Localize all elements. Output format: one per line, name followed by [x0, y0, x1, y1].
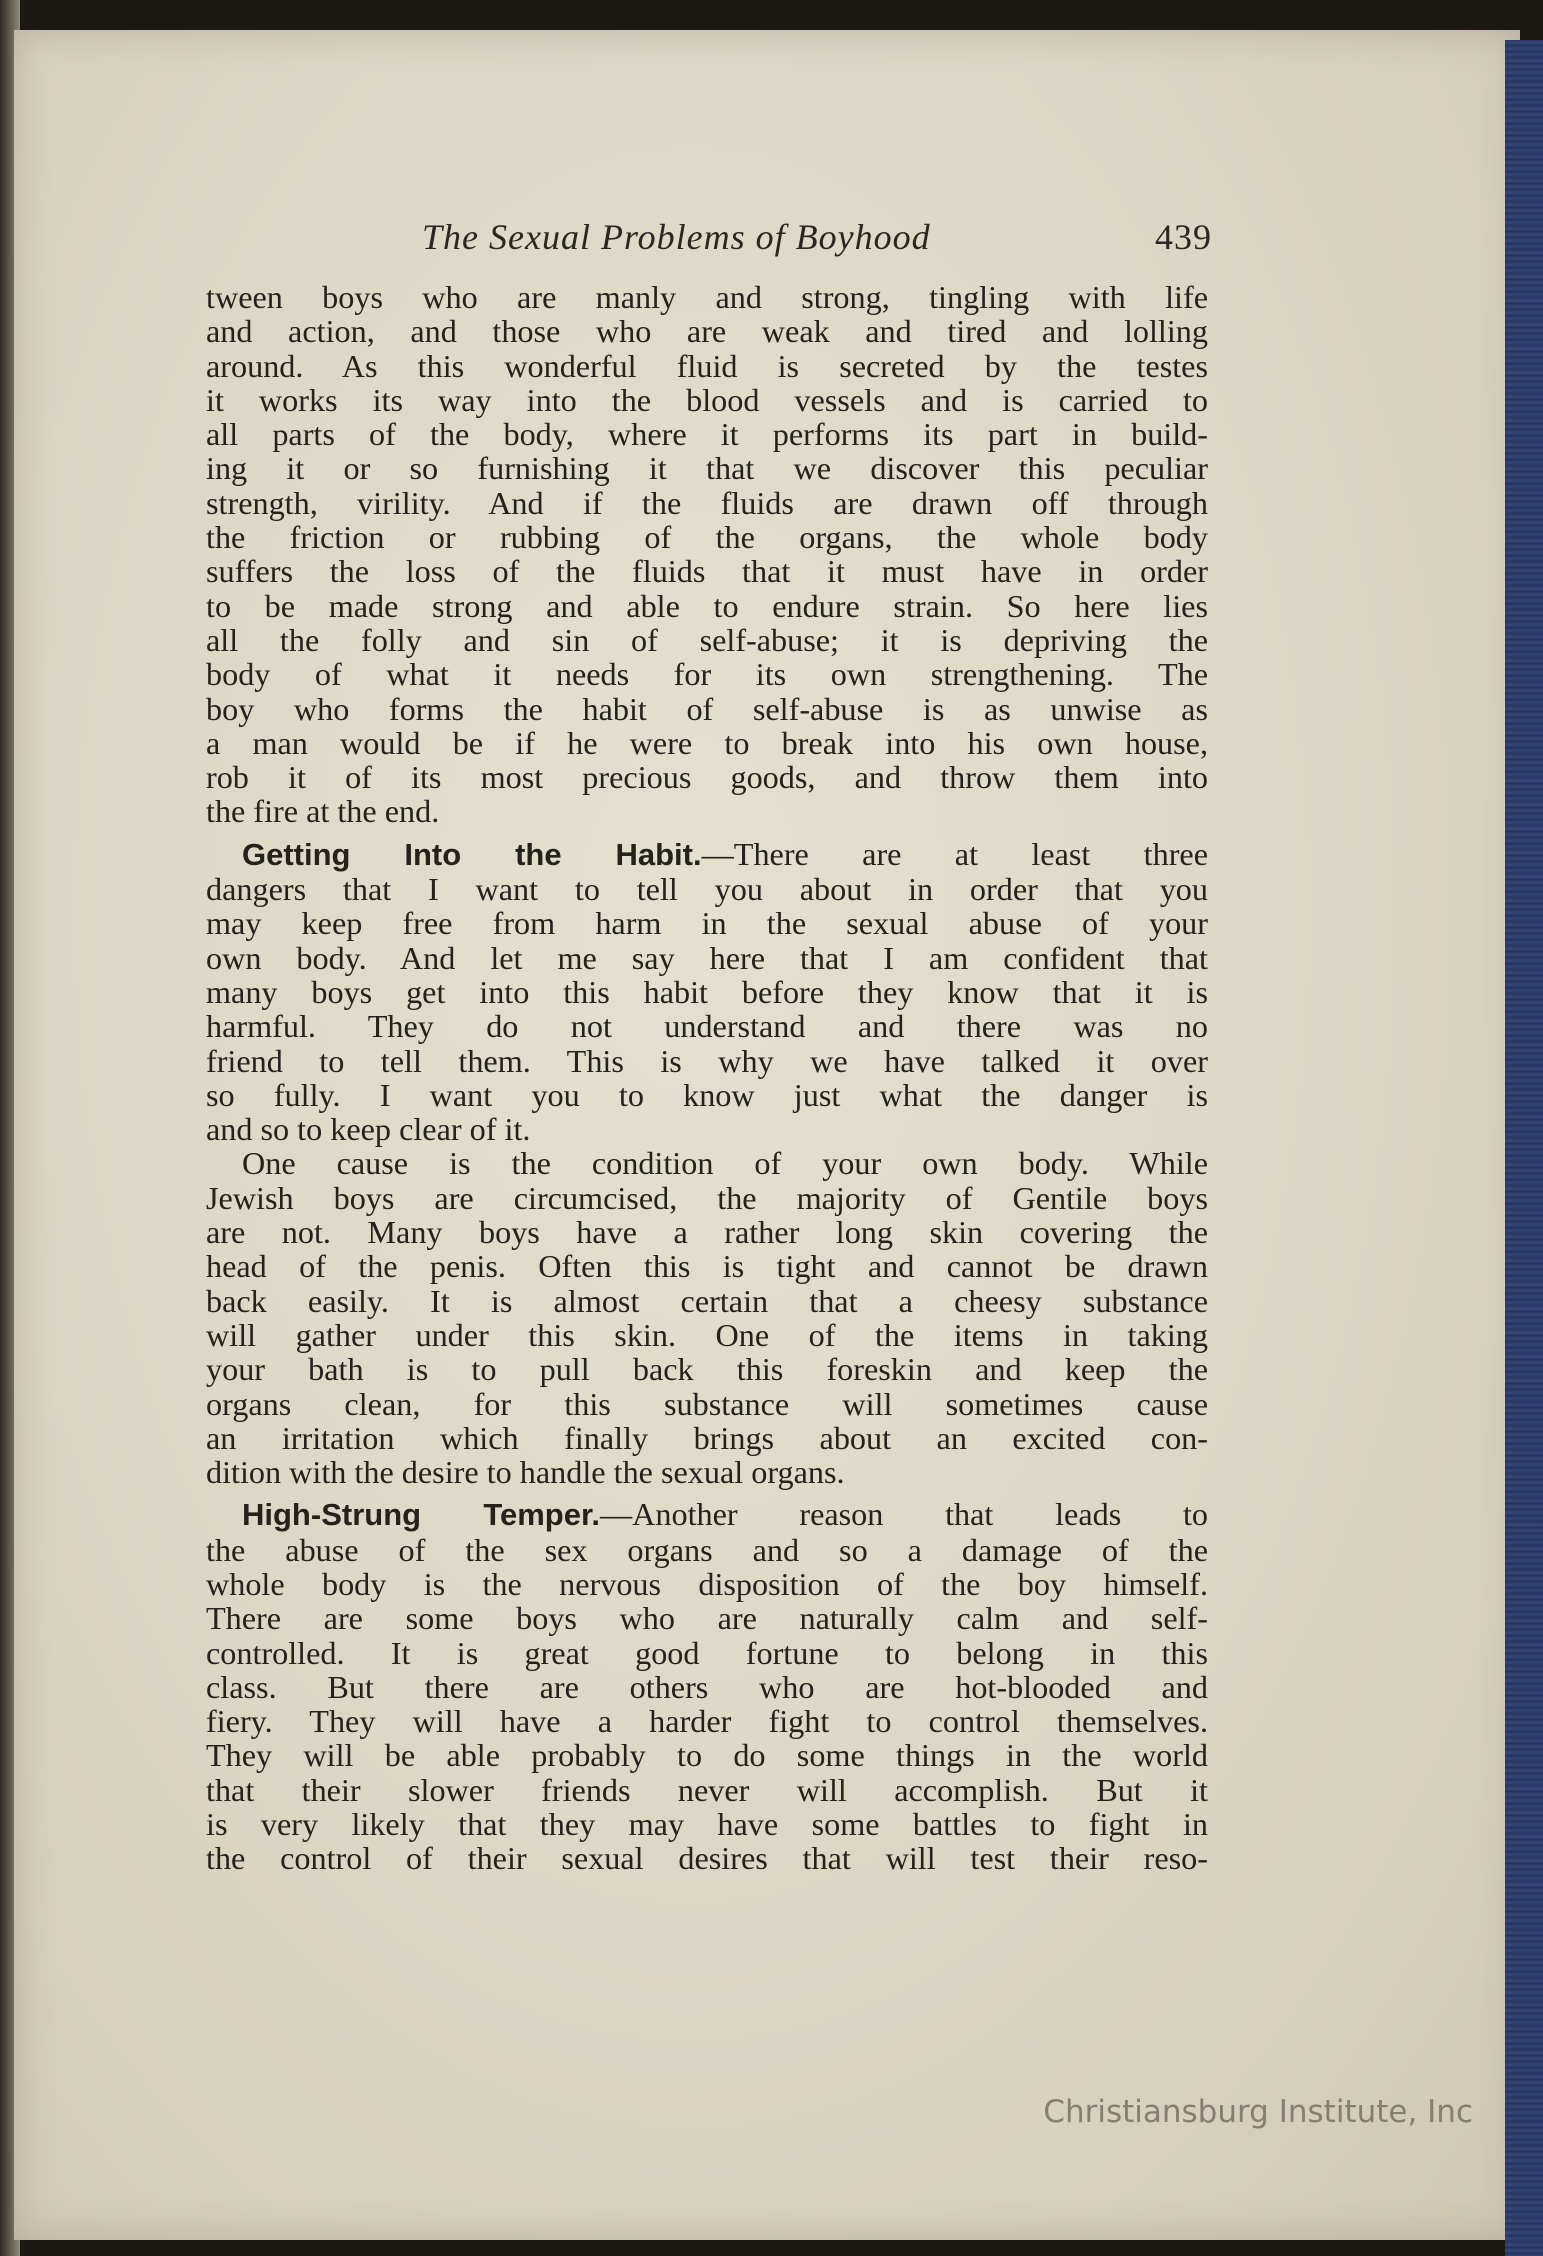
- text-line: dangers that I want to tell you about in order that you: [206, 871, 1208, 908]
- text-line: your bath is to pull back this foreskin and keep the: [206, 1351, 1208, 1388]
- running-head-title: The Sexual Problems of Boyhood: [422, 217, 931, 257]
- text-line: dition with the desire to handle the sexual organs.: [206, 1454, 845, 1491]
- text-line: that their slower friends never will accomplish. But it: [206, 1771, 1208, 1808]
- text-line: are not. Many boys have a rather long skin covering the: [206, 1214, 1208, 1251]
- text-line: own body. And let me say here that I am confident that: [206, 939, 1208, 976]
- text-line: suffers the loss of the fluids that it must have in order: [206, 553, 1208, 590]
- paragraph-2: [206, 837, 1208, 1147]
- text-line: back easily. It is almost certain that a cheesy substance: [206, 1282, 1208, 1319]
- text-line: and so to keep clear of it.: [206, 1111, 531, 1148]
- text-line: [206, 837, 1208, 872]
- section-heading-high-strung-temper: High-Strung Temper.: [242, 1497, 600, 1533]
- text-line: to be made strong and able to endure strain. So here lies: [206, 587, 1208, 624]
- text-line: many boys get into this habit before they know that it is: [206, 973, 1208, 1010]
- text-line: controlled. It is great good fortune to belong in this: [206, 1634, 1208, 1671]
- running-head: [422, 216, 1212, 264]
- text-line: friend to tell them. This is why we have talked it over: [206, 1042, 1208, 1079]
- text-line: the fire at the end.: [206, 793, 440, 830]
- text-line: boy who forms the habit of self-abuse is as unwise as: [206, 690, 1208, 727]
- paragraph-1: [206, 280, 1208, 829]
- text-line: all parts of the body, where it performs its part in build-: [206, 416, 1208, 453]
- text-line: and action, and those who are weak and tired and lolling: [206, 313, 1208, 350]
- text-line: class. But there are others who are hot-blooded and: [206, 1668, 1208, 1705]
- text-line: around. As this wonderful fluid is secreted by the testes: [206, 347, 1208, 384]
- text-line-run: —There are at least three: [701, 835, 1208, 872]
- text-line: Jewish boys are circumcised, the majority of Gentile boys: [206, 1179, 1208, 1216]
- text-line: all the folly and sin of self-abuse; it is depriving the: [206, 621, 1208, 658]
- text-line: tween boys who are manly and strong, tingling with life: [206, 279, 1208, 315]
- text-line: harmful. They do not understand and there was no: [206, 1008, 1208, 1045]
- text-line: ing it or so furnishing it that we discover this peculiar: [206, 450, 1208, 487]
- text-line: the friction or rubbing of the organs, the whole body: [206, 519, 1208, 556]
- page-number: 439: [1155, 217, 1212, 257]
- paragraph-4: [206, 1497, 1208, 1875]
- watermark: Christiansburg Institute, Inc: [1043, 2094, 1473, 2130]
- section-heading-getting-into-the-habit: Getting Into the Habit.: [242, 836, 702, 872]
- text-line: They will be able probably to do some things in the world: [206, 1737, 1208, 1774]
- text-line: fiery. They will have a harder fight to control themselves.: [206, 1703, 1208, 1740]
- text-line: One cause is the condition of your own body. While: [242, 1145, 1208, 1182]
- text-line: the control of their sexual desires that will test their reso-: [206, 1840, 1208, 1877]
- text-line: will gather under this skin. One of the items in taking: [206, 1316, 1208, 1353]
- text-line-run: —Another reason that leads to: [599, 1496, 1208, 1533]
- text-line: an irritation which finally brings about an excited con-: [206, 1419, 1208, 1456]
- body-text: [206, 280, 1208, 1876]
- text-line: a man would be if he were to break into his own house,: [206, 724, 1208, 761]
- text-line: so fully. I want you to know just what the danger is: [206, 1076, 1208, 1113]
- text-line: head of the penis. Often this is tight and cannot be drawn: [206, 1248, 1208, 1285]
- text-line: organs clean, for this substance will sometimes cause: [206, 1385, 1208, 1422]
- text-line: strength, virility. And if the fluids are drawn off through: [206, 484, 1208, 521]
- text-line: [206, 1497, 1208, 1532]
- text-line: it works its way into the blood vessels and is carried to: [206, 381, 1208, 418]
- text-line: body of what it needs for its own strengthening. The: [206, 656, 1208, 693]
- book-cover-edge: [1505, 40, 1543, 2256]
- paragraph-3: [206, 1146, 1208, 1489]
- text-line: the abuse of the sex organs and so a damage of the: [206, 1531, 1208, 1568]
- text-line: There are some boys who are naturally calm and self-: [206, 1600, 1208, 1637]
- text-line: may keep free from harm in the sexual abuse of your: [206, 905, 1208, 942]
- text-line: is very likely that they may have some battles to fight in: [206, 1806, 1208, 1843]
- text-line: whole body is the nervous disposition of the boy himself.: [206, 1565, 1208, 1602]
- text-line: rob it of its most precious goods, and throw them into: [206, 759, 1208, 796]
